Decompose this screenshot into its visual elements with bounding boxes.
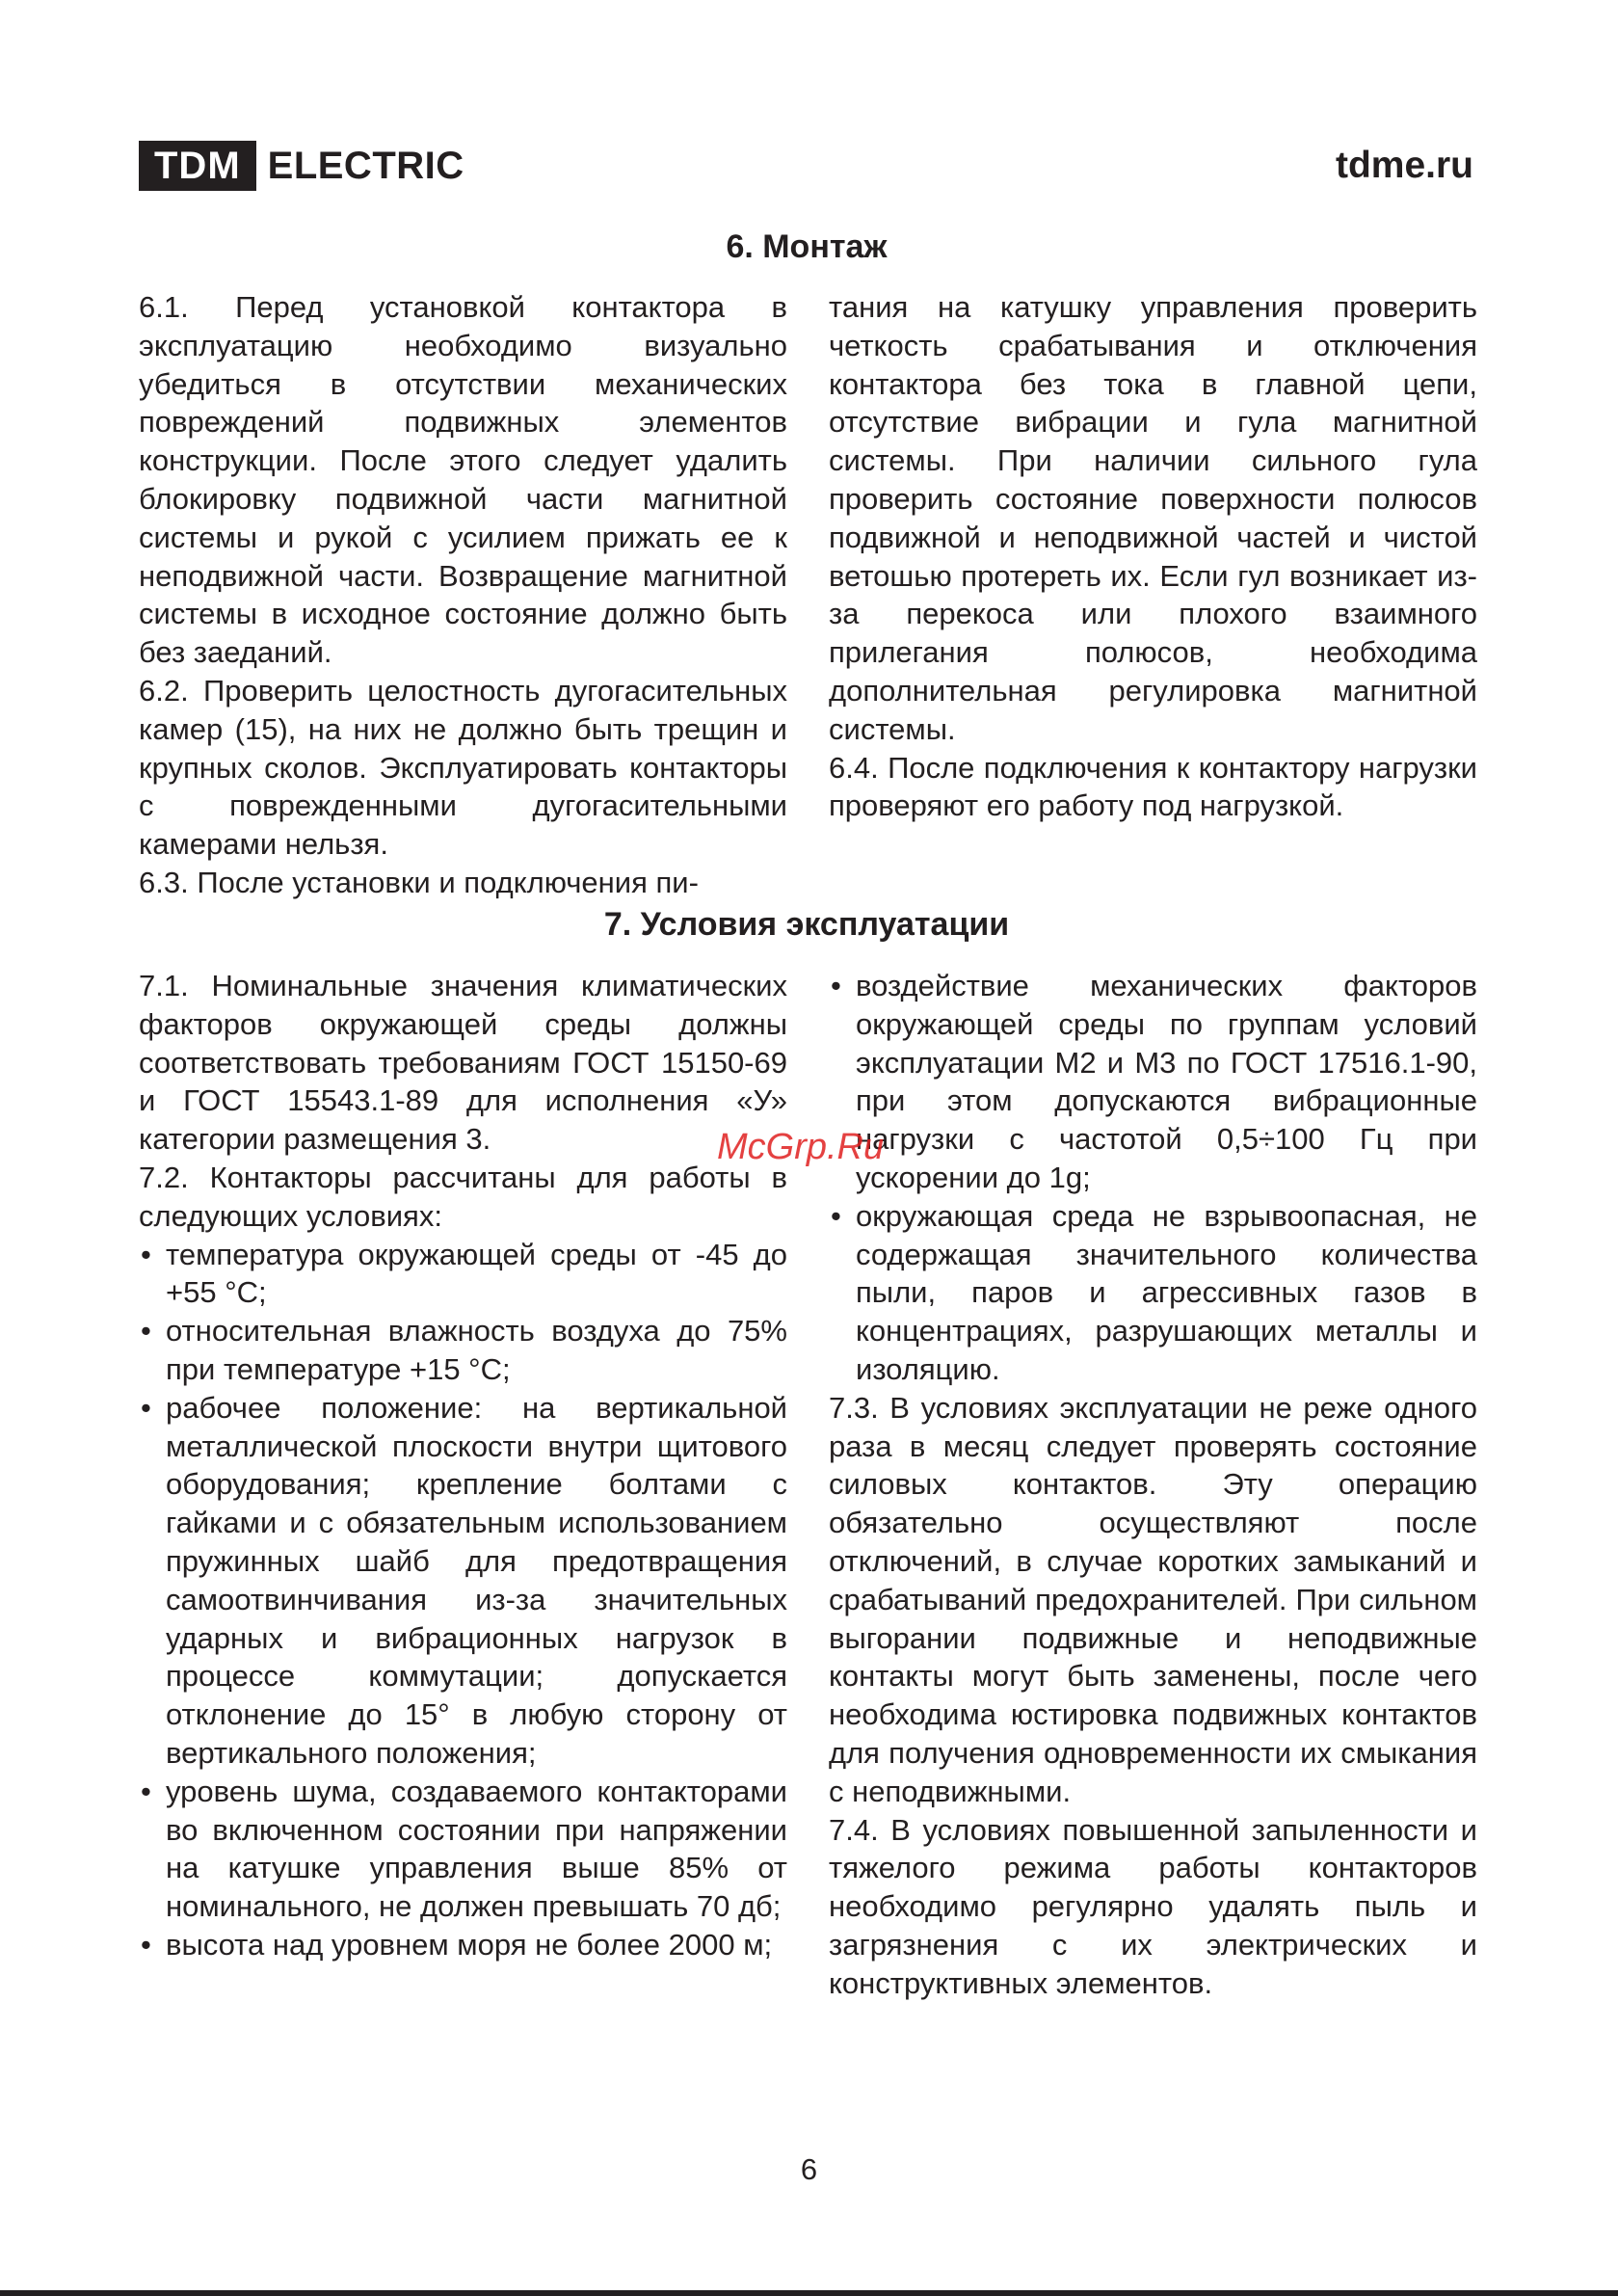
paragraph-6-2: 6.2. Проверить целостность дугогасительных камер (15), на них не должно быть трещин и крупных сколов. Эксплуатировать контакторы с поврежденными дугогасительными камерами нельзя. [139, 673, 787, 862]
paragraph-7-1: 7.1. Номинальные значения климатических факторов окружающей среды должны соответствовать требованиям ГОСТ 15150-69 и ГОСТ 15543.1-89 для исполнения «У» категории размещения 3. [139, 969, 787, 1157]
paragraph-7-2: 7.2. Контакторы рассчитаны для работы в следующих условиях: [139, 1160, 787, 1233]
list-item: • рабочее положение: на вертикальной металлической плоскости внутри щитового оборудования; крепление болтами с гайками и с обязательным использованием пружинных шайб для предотвращения самоотвинчивания из-за значительных ударных и вибрационных нагрузок в процессе коммутации; допускается отклонение до 15° в любую сторону от вертикального положения; [139, 1389, 787, 1773]
list-item: • окружающая среда не взрывоопасная, не содержащая значительного количества пыли, паров и агрессивных газов в концентрациях, разрушающих металлы и изоляцию. [829, 1197, 1477, 1389]
brand-logo [139, 141, 464, 191]
section-7-left-column [139, 967, 787, 1964]
paragraph-6-3: 6.3. После установки и подключения пи- [139, 865, 699, 899]
paragraph-7-3: 7.3. В условиях эксплуатации не реже одного раза в месяц следует проверять состояние силовых контактов. Эту операцию обязательно осуществляют после отключений, в случае коротких замыканий и срабатываний предохранителей. При сильном выгорании подвижные и неподвижные контакты могут быть заменены, после чего необходима юстировка подвижных контактов для получения одновременности их смыкания с неподвижными. [829, 1390, 1477, 1808]
page-number: 6 [800, 2152, 818, 2186]
section-6-left-column [139, 288, 787, 902]
list-item: • температура окружающей среды от -45 до +55 °C; [139, 1236, 787, 1313]
logo-electric: ELECTRIC [267, 145, 464, 187]
list-item: • уровень шума, создаваемого контакторами во включенном состоянии при напряжении на катушке управления выше 85% от номинального, не должен превышать 70 дб; [139, 1773, 787, 1926]
watermark: McGrp.Ru [717, 1127, 885, 1167]
logo-tdm: TDM [139, 141, 256, 191]
section-6-title: 6. Монтаж [726, 228, 888, 265]
list-item: • высота над уровнем моря не более 2000 м; [139, 1926, 787, 1964]
bottom-rule [0, 2290, 1618, 2296]
list-item: • относительная влажность воздуха до 75% при температуре +15 °C; [139, 1312, 787, 1389]
paragraph-6-3-cont: тания на катушку управления проверить четкость срабатывания и отключения контактора без тока в главной цепи, отсутствие вибрации и гула магнитной системы. При наличии сильного гула проверить состояние поверхности полюсов подвижной и неподвижной частей и чистой ветошью протереть их. Если гул возникает из-за перекоса или плохого взаимного прилегания полюсов, необходима дополнительная регулировка магнитной системы. [829, 290, 1477, 746]
section-7-title: 7. Условия эксплуатации [603, 906, 1010, 943]
section-6-right-column [829, 288, 1477, 825]
conditions-list [139, 1236, 787, 1964]
list-item: • воздействие механических факторов окружающей среды по группам условий эксплуатации М2 и М3 по ГОСТ 17516.1-90, при этом допускаются вибрационные нагрузки с частотой 0,5÷100 Гц при ускорении до 1g; [829, 967, 1477, 1197]
site-url: tdme.ru [1335, 145, 1473, 186]
section-7-right-column [829, 967, 1477, 2003]
paragraph-6-4: 6.4. После подключения к контактору нагрузки проверяют его работу под нагрузкой. [829, 750, 1477, 823]
conditions-list-continued [829, 967, 1477, 1389]
paragraph-7-4: 7.4. В условиях повышенной запыленности и тяжелого режима работы контакторов необходимо регулярно удалять пыль и загрязнения с их электрических и конструктивных элементов. [829, 1812, 1477, 2000]
paragraph-6-1: 6.1. Перед установкой контактора в эксплуатацию необходимо визуально убедиться в отсутствии механических повреждений подвижных элементов конструкции. После этого следует удалить блокировку подвижной части магнитной системы и рукой с усилием прижать ее к неподвижной части. Возвращение магнитной системы в исходное состояние должно быть без заеданий. [139, 290, 787, 670]
